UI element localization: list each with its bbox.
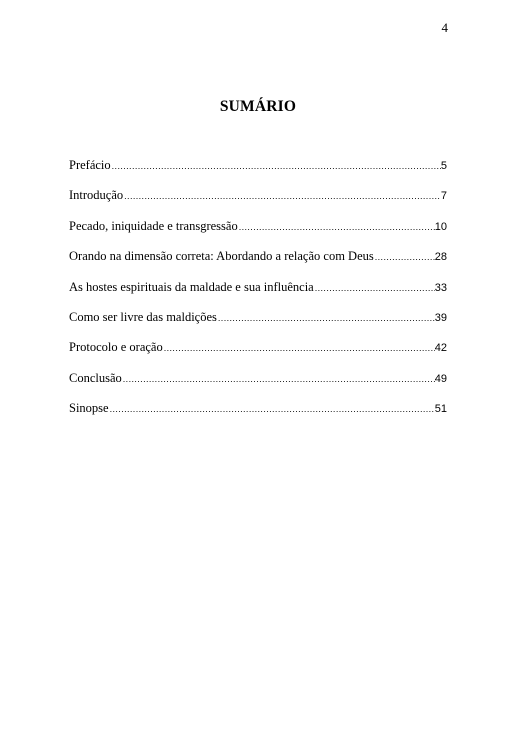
toc-entry-label: As hostes espirituais da maldade e sua influência: [69, 279, 314, 294]
toc-dot-leader: [123, 188, 441, 204]
toc-entry-sinopse[interactable]: [69, 400, 447, 430]
toc-entry-orando[interactable]: [69, 248, 447, 278]
toc-entry-conclusao[interactable]: [69, 370, 447, 400]
toc-dot-leader: [109, 401, 435, 417]
toc-entry-page: 33: [434, 281, 447, 294]
toc-dot-leader: [238, 219, 435, 235]
toc-dot-leader: [122, 371, 435, 387]
toc-entry-page: 28: [434, 251, 447, 264]
toc-dot-leader: [217, 310, 435, 326]
toc-entry-label: Pecado, iniquidade e transgressão: [69, 218, 238, 233]
toc-dot-leader: [111, 158, 441, 174]
toc-entry-label: Protocolo e oração: [69, 340, 163, 355]
toc-entry-label: Introdução: [69, 188, 124, 203]
toc-entry-page: 51: [434, 403, 447, 416]
toc-entry-page: 7: [440, 190, 447, 203]
toc-entry-page: 39: [434, 311, 447, 324]
toc-entry-pecado[interactable]: [69, 218, 447, 248]
toc-entry-label: Como ser livre das maldições: [69, 309, 217, 324]
toc-entry-prefacio[interactable]: [69, 157, 447, 187]
page-number: 4: [441, 20, 448, 35]
toc-dot-leader: [314, 280, 435, 296]
toc-entry-maldicoes[interactable]: [69, 309, 447, 339]
toc-entry-label: Prefácio: [69, 158, 111, 172]
toc-entry-page: 5: [440, 160, 447, 172]
toc-entry-page: 49: [434, 372, 447, 385]
toc-entry-page: 42: [434, 342, 447, 355]
toc-entry-label: Sinopse: [69, 401, 109, 416]
toc-entry-hostes[interactable]: [69, 279, 447, 309]
page-title: SUMÁRIO: [219, 98, 297, 115]
toc-entry-label: Conclusão: [69, 370, 122, 385]
table-of-contents: [69, 157, 447, 431]
toc-entry-page: 10: [434, 220, 447, 233]
toc-dot-leader: [163, 340, 435, 356]
toc-entry-label: Orando na dimensão correta: Abordando a relação com Deus: [69, 249, 374, 264]
toc-dot-leader: [374, 249, 435, 265]
toc-entry-protocolo[interactable]: [69, 339, 447, 369]
toc-entry-introducao[interactable]: [69, 187, 447, 217]
